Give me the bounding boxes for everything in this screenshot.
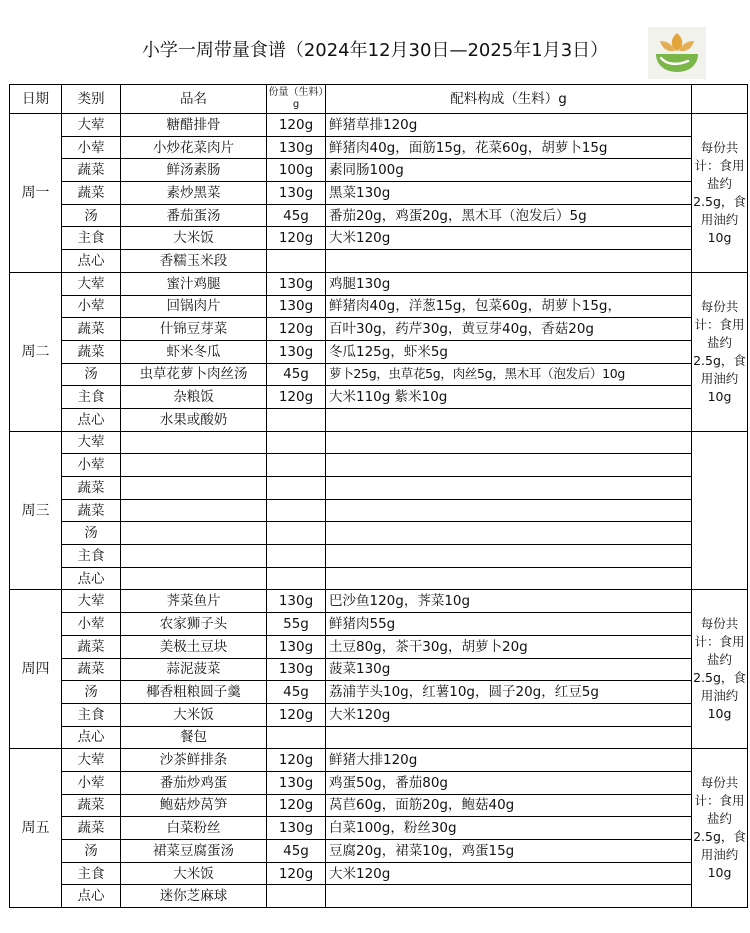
- portion-cell: 120g: [267, 703, 326, 726]
- category-cell: 大荤: [62, 590, 121, 613]
- dish-cell: 餐包: [121, 726, 267, 749]
- category-cell: 蔬菜: [62, 318, 121, 341]
- table-row: [10, 613, 748, 636]
- table-row: [10, 749, 748, 772]
- dish-cell: [121, 567, 267, 590]
- dish-cell: 糖醋排骨: [121, 114, 267, 137]
- dish-cell: 蒜泥菠菜: [121, 658, 267, 681]
- category-cell: 小荤: [62, 295, 121, 318]
- category-cell: 蔬菜: [62, 635, 121, 658]
- table-row: [10, 771, 748, 794]
- table-row: [10, 635, 748, 658]
- composition-cell: [326, 499, 692, 522]
- table-row: [10, 862, 748, 885]
- category-cell: 蔬菜: [62, 477, 121, 500]
- table-row: [10, 431, 748, 454]
- dish-cell: 大米饭: [121, 227, 267, 250]
- table-row: [10, 681, 748, 704]
- table-row: [10, 386, 748, 409]
- composition-cell: 素同肠100g: [326, 159, 692, 182]
- portion-cell: 130g: [267, 182, 326, 205]
- composition-cell: 黑菜130g: [326, 182, 692, 205]
- table-row: [10, 136, 748, 159]
- composition-cell: 菠菜130g: [326, 658, 692, 681]
- dish-cell: [121, 499, 267, 522]
- category-cell: 蔬菜: [62, 817, 121, 840]
- table-row: [10, 590, 748, 613]
- composition-cell: [326, 885, 692, 908]
- portion-cell: [267, 454, 326, 477]
- portion-cell: 45g: [267, 840, 326, 863]
- table-row: [10, 545, 748, 568]
- category-cell: 小荤: [62, 454, 121, 477]
- dish-cell: 裙菜豆腐蛋汤: [121, 840, 267, 863]
- dish-cell: 农家狮子头: [121, 613, 267, 636]
- dish-cell: [121, 545, 267, 568]
- table-row: [10, 477, 748, 500]
- portion-cell: 55g: [267, 613, 326, 636]
- table-row: [10, 227, 748, 250]
- composition-cell: [326, 408, 692, 431]
- composition-cell: 百叶30g，药芹30g，黄豆芽40g，香菇20g: [326, 318, 692, 341]
- dish-cell: [121, 477, 267, 500]
- portion-cell: 120g: [267, 749, 326, 772]
- category-cell: 主食: [62, 545, 121, 568]
- category-cell: 小荤: [62, 136, 121, 159]
- header-day: 日期: [10, 85, 62, 114]
- portion-cell: [267, 522, 326, 545]
- composition-cell: [326, 545, 692, 568]
- table-row: [10, 408, 748, 431]
- composition-cell: 大米120g: [326, 227, 692, 250]
- table-row: [10, 250, 748, 273]
- dish-cell: 番茄炒鸡蛋: [121, 771, 267, 794]
- table-row: [10, 295, 748, 318]
- category-cell: 蔬菜: [62, 794, 121, 817]
- category-cell: 蔬菜: [62, 658, 121, 681]
- category-cell: 点心: [62, 408, 121, 431]
- category-cell: 点心: [62, 885, 121, 908]
- composition-cell: 巴沙鱼120g，荠菜10g: [326, 590, 692, 613]
- dish-cell: 大米饭: [121, 703, 267, 726]
- table-row: [10, 340, 748, 363]
- category-cell: 蔬菜: [62, 499, 121, 522]
- portion-cell: [267, 431, 326, 454]
- table-row: [10, 159, 748, 182]
- table-row: [10, 454, 748, 477]
- composition-cell: 鸡蛋50g，番茄80g: [326, 771, 692, 794]
- dish-cell: 回锅肉片: [121, 295, 267, 318]
- table-row: [10, 182, 748, 205]
- portion-cell: 130g: [267, 340, 326, 363]
- category-cell: 主食: [62, 703, 121, 726]
- header-portion: 份量（生料）g: [267, 85, 326, 114]
- dish-cell: 虫草花萝卜肉丝汤: [121, 363, 267, 386]
- composition-cell: 鲜猪肉40g，洋葱15g，包菜60g，胡萝卜15g，: [326, 295, 692, 318]
- dish-cell: 沙茶鲜排条: [121, 749, 267, 772]
- composition-cell: 白菜100g，粉丝30g: [326, 817, 692, 840]
- portion-cell: [267, 250, 326, 273]
- category-cell: 汤: [62, 522, 121, 545]
- table-row: [10, 703, 748, 726]
- category-cell: 主食: [62, 386, 121, 409]
- dish-cell: [121, 431, 267, 454]
- dish-cell: 素炒黑菜: [121, 182, 267, 205]
- table-row: [10, 272, 748, 295]
- category-cell: 蔬菜: [62, 340, 121, 363]
- portion-cell: 130g: [267, 272, 326, 295]
- dish-cell: 虾米冬瓜: [121, 340, 267, 363]
- category-cell: 点心: [62, 250, 121, 273]
- portion-cell: [267, 408, 326, 431]
- day-cell: 周三: [10, 431, 62, 590]
- category-cell: 小荤: [62, 613, 121, 636]
- composition-cell: 冬瓜125g，虾米5g: [326, 340, 692, 363]
- nutrition-note: 每份共计：食用盐约2.5g，食用油约10g: [692, 114, 748, 273]
- composition-cell: 莴苣60g，面筋20g，鲍菇40g: [326, 794, 692, 817]
- logo-icon: [648, 27, 706, 79]
- portion-cell: 130g: [267, 817, 326, 840]
- nutrition-note: [692, 431, 748, 590]
- category-cell: 蔬菜: [62, 159, 121, 182]
- portion-cell: 130g: [267, 658, 326, 681]
- category-cell: 汤: [62, 840, 121, 863]
- dish-cell: 椰香粗粮圆子羹: [121, 681, 267, 704]
- table-row: [10, 726, 748, 749]
- table-row: [10, 318, 748, 341]
- category-cell: 大荤: [62, 749, 121, 772]
- dish-cell: 荠菜鱼片: [121, 590, 267, 613]
- composition-cell: [326, 431, 692, 454]
- table-row: [10, 817, 748, 840]
- dish-cell: 蜜汁鸡腿: [121, 272, 267, 295]
- portion-cell: [267, 499, 326, 522]
- category-cell: 汤: [62, 363, 121, 386]
- dish-cell: 大米饭: [121, 862, 267, 885]
- composition-cell: [326, 477, 692, 500]
- dish-cell: 迷你芝麻球: [121, 885, 267, 908]
- nutrition-note: 每份共计：食用盐约2.5g，食用油约10g: [692, 749, 748, 908]
- category-cell: 点心: [62, 567, 121, 590]
- table-row: [10, 363, 748, 386]
- dish-cell: 什锦豆芽菜: [121, 318, 267, 341]
- portion-cell: [267, 567, 326, 590]
- day-cell: 周五: [10, 749, 62, 908]
- dish-cell: 水果或酸奶: [121, 408, 267, 431]
- portion-cell: 45g: [267, 363, 326, 386]
- table-row: [10, 840, 748, 863]
- portion-cell: [267, 477, 326, 500]
- category-cell: 主食: [62, 862, 121, 885]
- composition-cell: 豆腐20g，裙菜10g，鸡蛋15g: [326, 840, 692, 863]
- day-cell: 周四: [10, 590, 62, 749]
- header-row: [10, 85, 748, 114]
- category-cell: 大荤: [62, 431, 121, 454]
- table-row: [10, 114, 748, 137]
- category-cell: 点心: [62, 726, 121, 749]
- composition-cell: 番茄20g，鸡蛋20g，黑木耳（泡发后）5g: [326, 204, 692, 227]
- composition-cell: 鲜猪大排120g: [326, 749, 692, 772]
- table-row: [10, 567, 748, 590]
- category-cell: 汤: [62, 204, 121, 227]
- composition-cell: 大米120g: [326, 703, 692, 726]
- dish-cell: [121, 522, 267, 545]
- category-cell: 大荤: [62, 272, 121, 295]
- menu-table: [9, 84, 748, 908]
- portion-cell: 130g: [267, 771, 326, 794]
- dish-cell: 美极土豆块: [121, 635, 267, 658]
- category-cell: 小荤: [62, 771, 121, 794]
- portion-cell: [267, 726, 326, 749]
- portion-cell: 130g: [267, 295, 326, 318]
- category-cell: 大荤: [62, 114, 121, 137]
- portion-cell: 130g: [267, 136, 326, 159]
- portion-cell: [267, 545, 326, 568]
- category-cell: 蔬菜: [62, 182, 121, 205]
- dish-cell: 鲜汤素肠: [121, 159, 267, 182]
- composition-cell: 荔浦芋头10g，红薯10g，圆子20g，红豆5g: [326, 681, 692, 704]
- composition-cell: 土豆80g，茶干30g，胡萝卜20g: [326, 635, 692, 658]
- table-row: [10, 499, 748, 522]
- portion-cell: 120g: [267, 386, 326, 409]
- composition-cell: 鸡腿130g: [326, 272, 692, 295]
- page-title: 小学一周带量食谱（2024年12月30日—2025年1月3日）: [141, 40, 609, 61]
- header-composition: 配料构成（生料）g: [326, 85, 692, 114]
- category-cell: 汤: [62, 681, 121, 704]
- dish-cell: 小炒花菜肉片: [121, 136, 267, 159]
- portion-cell: 45g: [267, 681, 326, 704]
- portion-cell: 120g: [267, 318, 326, 341]
- nutrition-note: 每份共计：食用盐约2.5g，食用油约10g: [692, 590, 748, 749]
- portion-cell: 120g: [267, 227, 326, 250]
- portion-cell: 130g: [267, 635, 326, 658]
- portion-cell: 130g: [267, 590, 326, 613]
- composition-cell: 萝卜25g，虫草花5g，肉丝5g，黑木耳（泡发后）10g: [326, 363, 692, 386]
- day-cell: 周二: [10, 272, 62, 431]
- header-dish: 品名: [121, 85, 267, 114]
- day-cell: 周一: [10, 114, 62, 273]
- composition-cell: 鲜猪肉40g，面筋15g，花菜60g，胡萝卜15g: [326, 136, 692, 159]
- dish-cell: [121, 454, 267, 477]
- dish-cell: 白菜粉丝: [121, 817, 267, 840]
- dish-cell: 杂粮饭: [121, 386, 267, 409]
- portion-cell: [267, 885, 326, 908]
- category-cell: 主食: [62, 227, 121, 250]
- composition-cell: [326, 726, 692, 749]
- dish-cell: 番茄蛋汤: [121, 204, 267, 227]
- composition-cell: [326, 522, 692, 545]
- portion-cell: 100g: [267, 159, 326, 182]
- dish-cell: 鲍菇炒莴笋: [121, 794, 267, 817]
- nutrition-note: 每份共计：食用盐约2.5g，食用油约10g: [692, 272, 748, 431]
- table-row: [10, 658, 748, 681]
- portion-cell: 120g: [267, 114, 326, 137]
- portion-cell: 120g: [267, 794, 326, 817]
- header-category: 类别: [62, 85, 121, 114]
- table-row: [10, 885, 748, 908]
- composition-cell: [326, 250, 692, 273]
- composition-cell: 大米110g 紫米10g: [326, 386, 692, 409]
- composition-cell: [326, 454, 692, 477]
- composition-cell: 鲜猪草排120g: [326, 114, 692, 137]
- table-row: [10, 204, 748, 227]
- table-row: [10, 522, 748, 545]
- composition-cell: [326, 567, 692, 590]
- portion-cell: 120g: [267, 862, 326, 885]
- portion-cell: 45g: [267, 204, 326, 227]
- dish-cell: 香糯玉米段: [121, 250, 267, 273]
- header-note: [692, 85, 748, 114]
- composition-cell: 大米120g: [326, 862, 692, 885]
- composition-cell: 鲜猪肉55g: [326, 613, 692, 636]
- table-row: [10, 794, 748, 817]
